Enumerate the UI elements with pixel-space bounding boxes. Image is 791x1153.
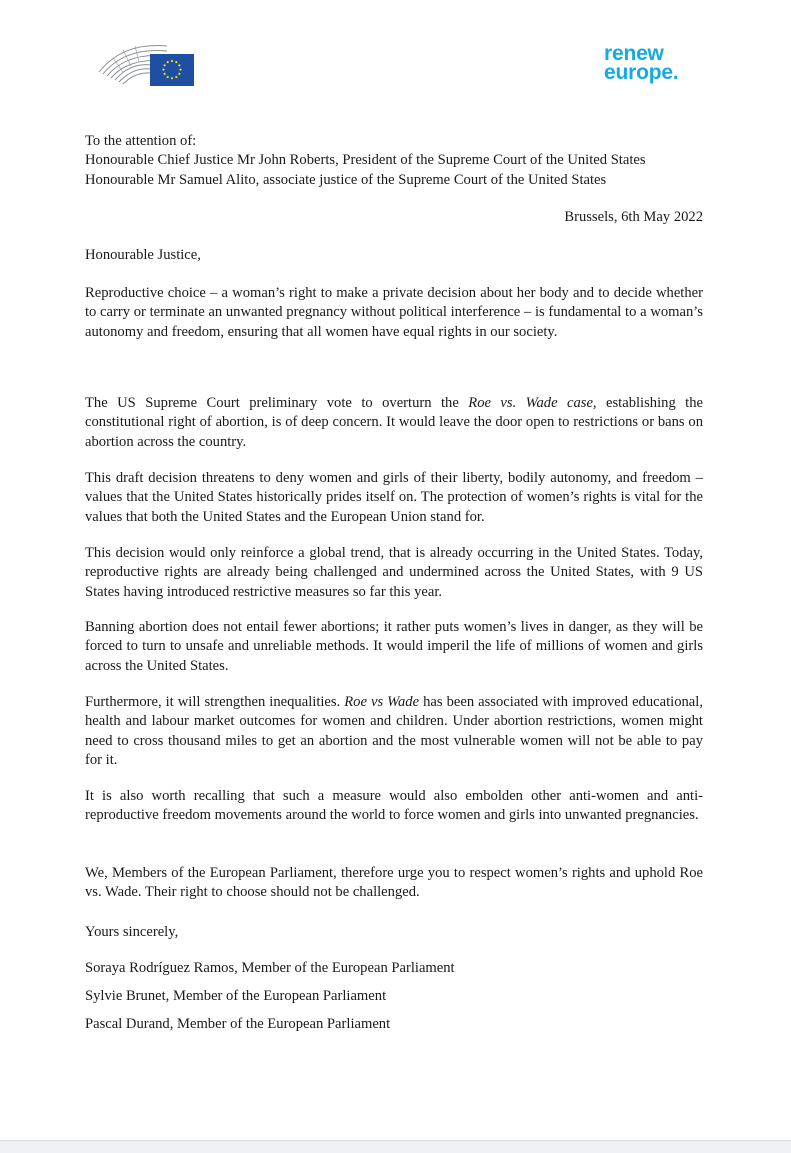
paragraph-6-part-a: Furthermore, it will strengthen inequalities. <box>85 694 345 710</box>
paragraph-6-italic: Roe vs Wade <box>344 694 420 710</box>
renew-logo-line1: renew <box>604 42 664 65</box>
european-parliament-logo <box>93 38 197 88</box>
paragraph-7: It is also worth recalling that such a measure would also embolden other anti-women and anti-reproductive freedom movements around the world to force women and girls into unwanted pregnancies. <box>85 788 703 824</box>
paragraph-5: Banning abortion does not entail fewer abortions; it rather puts women’s lives in danger, as they will be forced to turn to unsafe and unreliable methods. It would imperil the life of millions of women and girls across the United States. <box>85 619 703 674</box>
place-date: Brussels, 6th May 2022 <box>564 209 703 225</box>
renew-logo-line2: europe. <box>604 61 679 84</box>
page-bottom-edge <box>0 1140 791 1153</box>
attention-line: To the attention of: <box>85 133 197 149</box>
closing: Yours sincerely, <box>85 924 179 940</box>
salutation: Honourable Justice, <box>85 247 201 263</box>
paragraph-6 <box>85 693 703 770</box>
eu-flag <box>150 54 194 86</box>
recipient-2: Honourable Mr Samuel Alito, associate justice of the Supreme Court of the United States <box>85 171 607 188</box>
paragraph-2-part-b: establishing the constitutional right of abortion, is of deep concern. It would leave the door open to restrictions or bans on abortion across the country. <box>85 395 704 450</box>
paragraph-3: This draft decision threatens to deny women and girls of their liberty, bodily autonomy, and freedom – values that the United States historically prides itself on. The protection of women’s rights is vital for the values that both the United States and the European Union stand for. <box>85 470 703 525</box>
paragraph-1: Reproductive choice – a woman’s right to make a private decision about her body and to decide whether to carry or terminate an unwanted pregnancy without political interference – is fundamental to a woman’s autonomy and freedom, ensuring that all women have equal rights in our society. <box>85 285 703 340</box>
renew-europe-logo <box>604 44 704 82</box>
paragraph-8: We, Members of the European Parliament, therefore urge you to respect women’s rights and uphold Roe vs. Wade. Their right to choose should not be challenged. <box>85 865 703 901</box>
signatory-3: Pascal Durand, Member of the European Parliament <box>85 1016 391 1032</box>
recipient-1: Honourable Chief Justice Mr John Roberts, President of the Supreme Court of the United States <box>85 152 646 169</box>
paragraph-6-part-b: has been associated with improved educational, health and labour market outcomes for women and children. Under abortion restrictions, women might need to cross thousand miles to get an abortion and the most vulnerable women will not be able to pay for it. <box>85 694 703 768</box>
address-block <box>85 132 703 190</box>
paragraph-2-italic: Roe vs. Wade case, <box>468 395 597 411</box>
paragraph-2-part-a: The US Supreme Court preliminary vote to overturn the <box>85 395 469 411</box>
paragraph-2 <box>85 394 703 452</box>
signatory-2: Sylvie Brunet, Member of the European Parliament <box>85 988 387 1004</box>
signatory-1: Soraya Rodríguez Ramos, Member of the European Parliament <box>85 960 455 976</box>
paragraph-4: This decision would only reinforce a global trend, that is already occurring in the United States. Today, reproductive rights are already being challenged and undermined across the United States, with 9 US States having introduced restrictive measures so far this year. <box>85 545 703 600</box>
